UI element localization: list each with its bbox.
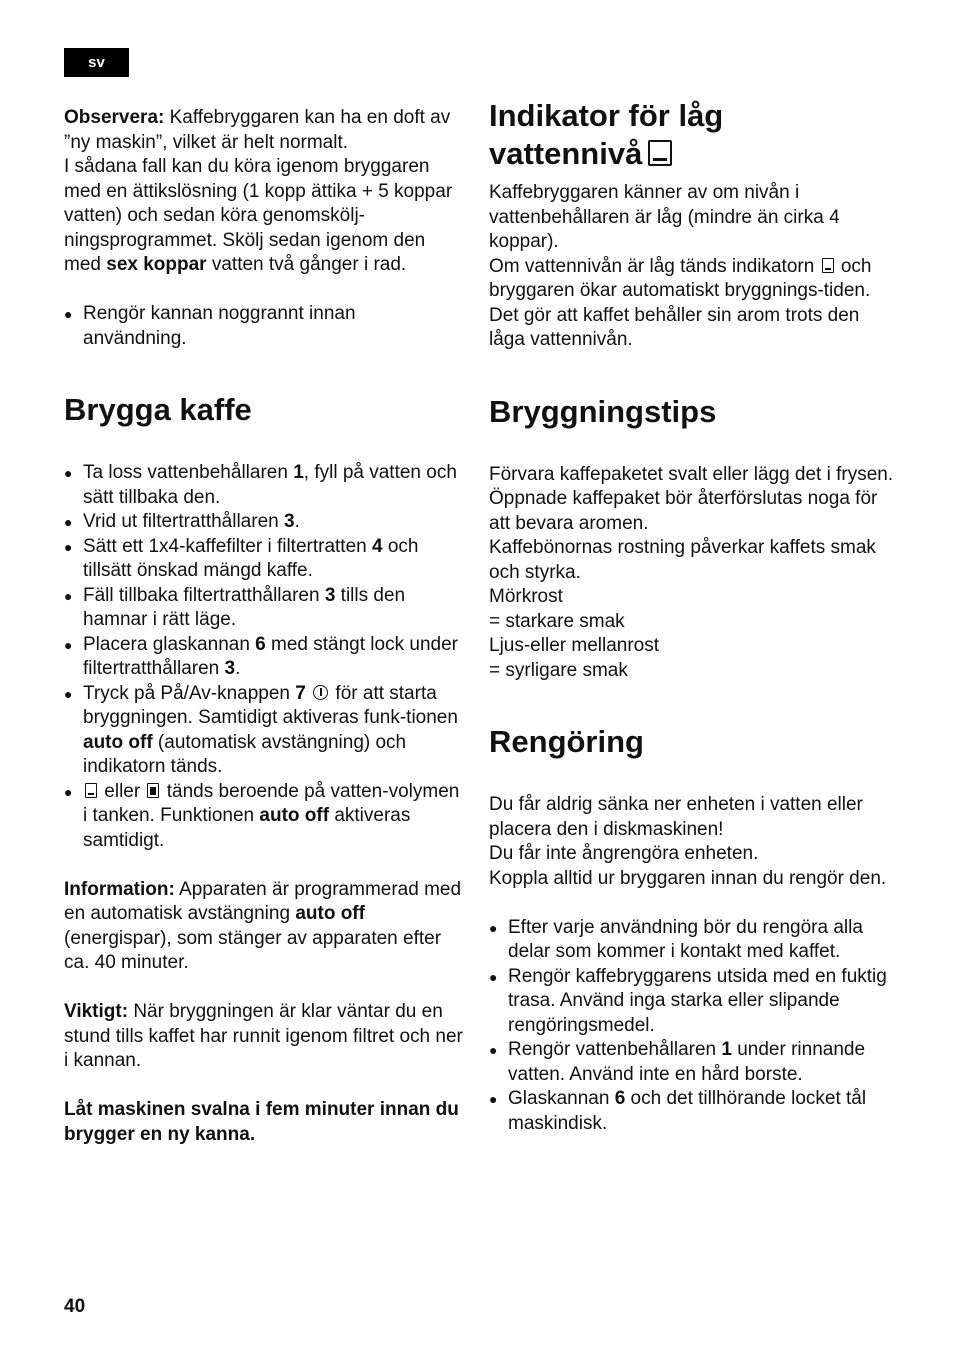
cool-down-note: Låt maskinen svalna i fem minuter innan du brygger en ny kanna.	[64, 1099, 459, 1145]
tip-line: = starkare smak	[489, 610, 625, 632]
indicator-paragraph-1: Kaffebryggaren känner av om nivån i vattenbehållaren är låg (mindre än cirka 4 koppar).	[489, 182, 840, 252]
list-item: ● Vrid ut filtertratthållaren 3.	[64, 510, 464, 535]
low-water-indicator-icon	[822, 258, 834, 273]
power-icon	[313, 685, 328, 700]
low-water-indicator-icon	[648, 140, 672, 166]
list-item: ● Fäll tillbaka filtertratthållaren 3 tills den hamnar i rätt läge.	[64, 584, 464, 633]
list-item: ● Efter varje användning bör du rengöra alla delar som kommer i kontakt med kaffet.	[489, 916, 894, 965]
jug-bullet-list	[64, 302, 464, 351]
vinegar-text-end: vatten två gånger i rad.	[206, 254, 407, 275]
list-item: ● Rengör kaffebryggarens utsida med en fuktig trasa. Använd inga starka eller slipande rengöringsmedel.	[489, 965, 894, 1039]
list-item: ● Rengör kannan noggrannt innan användning.	[64, 302, 464, 351]
brew-heading: Brygga kaffe	[64, 392, 252, 427]
list-item: ● Glaskannan 6 och det tillhörande locket tål maskindisk.	[489, 1087, 894, 1136]
tip-line: Ljus-eller mellanrost	[489, 635, 660, 656]
right-column	[489, 97, 894, 1136]
brew-steps-list	[64, 461, 464, 853]
tip-line: Mörkrost	[489, 586, 563, 607]
tip-line: = syrligare smak	[489, 659, 628, 681]
language-tab: sv	[64, 48, 129, 77]
vinegar-paragraph	[64, 155, 464, 278]
observe-label: Observera:	[64, 107, 165, 128]
list-item: ● Rengör vattenbehållaren 1 under rinnande vatten. Använd inte en hård borste.	[489, 1038, 894, 1087]
list-item: ● Sätt ett 1x4-kaffefilter i filtertratten 4 och tillsätt önskad mängd kaffe.	[64, 535, 464, 584]
cleaning-warning-1: Du får aldrig sänka ner enheten i vatten eller placera den i diskmaskinen!	[489, 794, 863, 840]
left-column	[64, 106, 464, 1147]
list-item: ● Tryck på På/Av-knappen 7 för att starta bryggningen. Samtidigt aktiveras funk-tionen auto off (automatisk avstängning) och indikatorn tänds.	[64, 682, 464, 780]
indicator-paragraph-2: Om vattennivån är låg tänds indikatorn och bryggaren ökar automatiskt bryggnings-tiden. Det gör att kaffet behåller sin arom trots den låga vattennivån.	[489, 255, 872, 350]
cleaning-warning-2: Du får inte ångrengöra enheten.	[489, 843, 759, 864]
vinegar-bold: sex koppar	[106, 254, 207, 275]
observe-text: Kaffebryggaren kan ha en doft av ”ny maskin”, vilket är helt normalt.	[64, 107, 451, 153]
cleaning-heading: Rengöring	[489, 724, 644, 759]
cleaning-warning-3: Koppla alltid ur bryggaren innan du rengör den.	[489, 867, 887, 889]
vinegar-text: I sådana fall kan du köra igenom bryggaren med en ättikslösning (1 kopp ättika + 5 koppar vatten) och sedan köra genomskölj-ningsprogrammet. Skölj sedan igenom den med	[64, 156, 453, 275]
tip-line: Öppnade kaffepaket bör återförslutas noga för att bevara aromen.	[489, 488, 878, 534]
page-number: 40	[64, 1296, 86, 1317]
tip-line: Förvara kaffepaketet svalt eller lägg det i frysen.	[489, 463, 894, 485]
list-item: ● Placera glaskannan 6 med stängt lock under filtertratthållaren 3.	[64, 633, 464, 682]
tip-line: Kaffebönornas rostning påverkar kaffets smak och styrka.	[489, 537, 876, 583]
important-paragraph: Viktigt: När bryggningen är klar väntar du en stund tills kaffet har runnit igenom filtret och ner i kannan.	[64, 1001, 463, 1071]
information-paragraph: Information: Apparaten är programmerad med en automatisk avstängning auto off (energispar), som stänger av apparaten efter ca. 40 minuter.	[64, 878, 462, 973]
list-item: ● Ta loss vattenbehållaren 1, fyll på vatten och sätt tillbaka den.	[64, 461, 464, 510]
full-water-indicator-icon	[147, 783, 159, 798]
tips-heading: Bryggningstips	[489, 393, 717, 429]
low-water-indicator-icon	[85, 783, 97, 798]
observe-paragraph	[64, 106, 464, 155]
cleaning-bullet-list	[489, 916, 894, 1137]
indicator-heading: Indikator för låg vattennivå	[489, 98, 724, 171]
list-item: ● eller tänds beroende på vatten-volymen i tanken. Funktionen auto off aktiveras samtidigt.	[64, 780, 464, 854]
